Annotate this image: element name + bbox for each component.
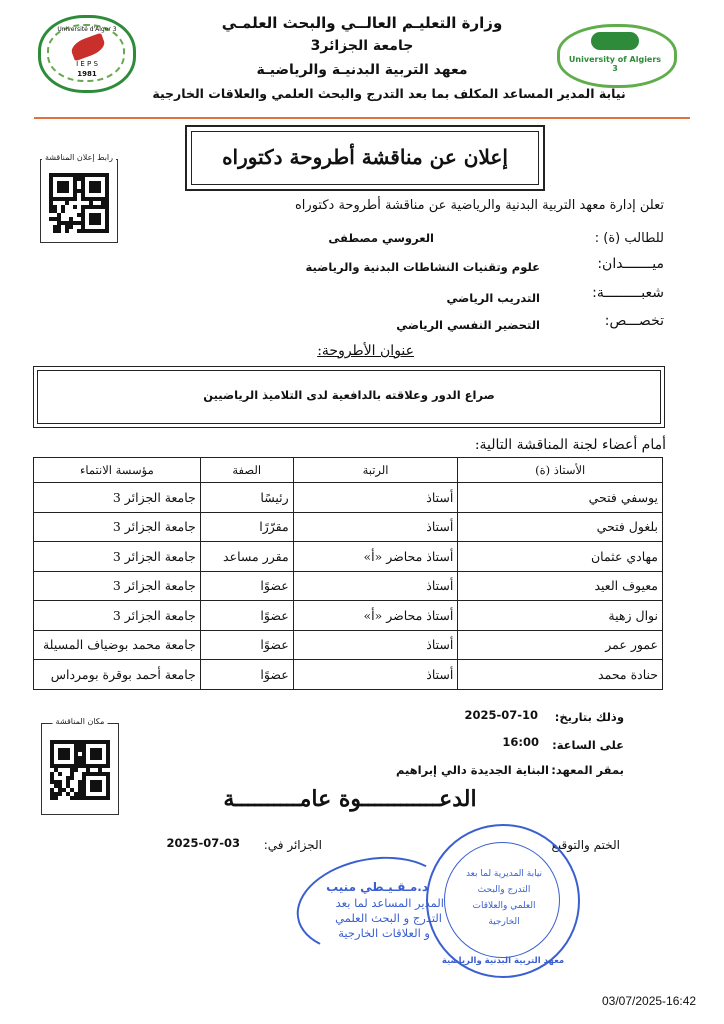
jury-cell-institution: جامعة محمد بوضياف المسيلة xyxy=(34,630,201,660)
student-value: العروسي مصطفى xyxy=(328,231,434,245)
student-label: للطالب (ة) : xyxy=(594,231,664,246)
issued-date: 2025-07-03 xyxy=(166,836,240,850)
jury-cell-professor: مهادي عثمان xyxy=(458,542,663,572)
time-label: على الساعة: xyxy=(552,738,624,752)
jury-cell-role: مقرّرًا xyxy=(200,512,293,542)
thesis-box xyxy=(33,366,665,428)
jury-cell-role: عضوًا xyxy=(200,660,293,690)
jury-cell-professor: نوال زهية xyxy=(458,601,663,631)
jury-row xyxy=(34,601,663,631)
jury-cell-rank: أستاذ xyxy=(293,571,458,601)
qr-announcement[interactable] xyxy=(40,153,118,243)
domain-label: ميـــــــدان: xyxy=(597,256,664,272)
qr-venue-label: مكان المناقشة xyxy=(53,717,108,726)
jury-cell-professor: عمور عمر xyxy=(458,630,663,660)
qr-code-icon xyxy=(49,173,109,233)
jury-row xyxy=(34,542,663,572)
jury-cell-role: عضوًا xyxy=(200,601,293,631)
place-value: البناية الجديدة دالي إبراهيم xyxy=(395,763,549,777)
col-professor: الأستاذ (ة) xyxy=(458,458,663,483)
signature-label: الختم والتوقيع xyxy=(551,838,620,852)
stamp-round-text: معهد التربية البدنية والرياضية xyxy=(441,956,565,966)
jury-row xyxy=(34,660,663,690)
place-label: بمقر المعهد: xyxy=(551,763,624,777)
jury-cell-professor: بلغول فتحي xyxy=(458,512,663,542)
specialty-label: تخصـــص: xyxy=(604,313,664,329)
logo-left-abbr: I E P S xyxy=(76,60,98,68)
jury-cell-role: عضوًا xyxy=(200,571,293,601)
jury-heading: أمام أعضاء لجنة المناقشة التالية: xyxy=(474,437,666,453)
jury-cell-institution: جامعة أحمد بوقرة بومرداس xyxy=(34,660,201,690)
thesis-title: صراع الدور وعلاقته بالدافعية لدى التلاميذ الرياضيين xyxy=(203,388,495,402)
jury-table xyxy=(33,457,663,690)
jury-row xyxy=(34,571,663,601)
logo-left-year: 1981 xyxy=(77,70,97,78)
qr-code-icon xyxy=(50,740,110,800)
stamp-line-3: و العلاقات الخارجية xyxy=(338,926,430,940)
time-value: 16:00 xyxy=(502,735,539,749)
col-role: الصفة xyxy=(200,458,293,483)
branch-value: التدريب الرياضي xyxy=(446,291,540,305)
domain-value: علوم وتقنيات النشاطات البدنية والرياضية xyxy=(305,260,540,274)
date-label: وذلك بتاريخ: xyxy=(554,710,624,724)
jury-cell-institution: جامعة الجزائر 3 xyxy=(34,542,201,572)
col-rank: الرتبة xyxy=(293,458,458,483)
logo-right-text: University of Algiers 3 xyxy=(568,55,662,73)
page-title: إعلان عن مناقشة أطروحة دكتوراه xyxy=(222,145,508,169)
qr-venue[interactable] xyxy=(41,717,119,815)
qr-announcement-label: رابط إعلان المناقشة xyxy=(42,153,116,162)
specialty-value: التحضير النفسي الرياضي xyxy=(396,318,540,332)
jury-cell-professor: حنادة محمد xyxy=(458,660,663,690)
header-rule xyxy=(34,117,690,119)
jury-cell-institution: جامعة الجزائر 3 xyxy=(34,512,201,542)
jury-row xyxy=(34,630,663,660)
jury-cell-rank: أستاذ xyxy=(293,660,458,690)
public-invitation: الدعــــــــــــوة عامــــــــــة xyxy=(223,786,477,812)
jury-cell-role: مقرر مساعد xyxy=(200,542,293,572)
footer-timestamp: 03/07/2025-16:42 xyxy=(602,994,697,1008)
stamp-round-inner: نيابة المديرية لما بعد التدرج والبحث العلمي والعلاقات الخارجية xyxy=(465,869,543,927)
date-value: 2025-07-10 xyxy=(464,708,538,722)
title-frame xyxy=(185,125,545,191)
jury-cell-institution: جامعة الجزائر 3 xyxy=(34,601,201,631)
jury-row xyxy=(34,512,663,542)
jury-cell-rank: أستاذ محاضر «أ» xyxy=(293,601,458,631)
university-name: جامعة الجزائر3 xyxy=(310,38,414,54)
jury-cell-professor: يوسفي فتحي xyxy=(458,483,663,513)
jury-cell-rank: أستاذ محاضر «أ» xyxy=(293,542,458,572)
ministry-name: وزارة التعليـم العالــي والبحث العلمـي xyxy=(221,14,503,32)
jury-header-row xyxy=(34,458,663,483)
logo-left-name: Université d'Alger 3 xyxy=(57,26,117,33)
jury-cell-institution: جامعة الجزائر 3 xyxy=(34,571,201,601)
stamp-line-1: المدير المساعد لما بعد xyxy=(335,896,444,910)
jury-cell-rank: أستاذ xyxy=(293,512,458,542)
intro-text: تعلن إدارة معهد التربية البدنية والرياضية عن مناقشة أطروحة دكتوراه xyxy=(295,198,664,213)
jury-cell-role: رئيسًا xyxy=(200,483,293,513)
director-signature-stamp xyxy=(288,868,448,946)
institute-name: معهد التربية البدنيـة والرياضيـة xyxy=(256,62,468,78)
jury-cell-rank: أستاذ xyxy=(293,630,458,660)
directorate-name: نيابة المدير المساعد المكلف بما بعد التدرج والبحث العلمي والعلاقات الخارجية xyxy=(152,86,626,101)
stamp-name: د.مـقـيـطي منيب xyxy=(326,880,428,894)
jury-cell-rank: أستاذ xyxy=(293,483,458,513)
issued-label: الجزائر في: xyxy=(263,838,322,852)
stamp-line-2: التدرج و البحث العلمي xyxy=(335,911,442,925)
jury-row xyxy=(34,483,663,513)
branch-label: شعبـــــــــة: xyxy=(592,285,664,301)
col-institution: مؤسسة الانتماء xyxy=(34,458,201,483)
thesis-heading: عنوان الأطروحة: xyxy=(317,343,414,359)
jury-cell-institution: جامعة الجزائر 3 xyxy=(34,483,201,513)
jury-cell-role: عضوًا xyxy=(200,630,293,660)
jury-cell-professor: معيوف العيد xyxy=(458,571,663,601)
